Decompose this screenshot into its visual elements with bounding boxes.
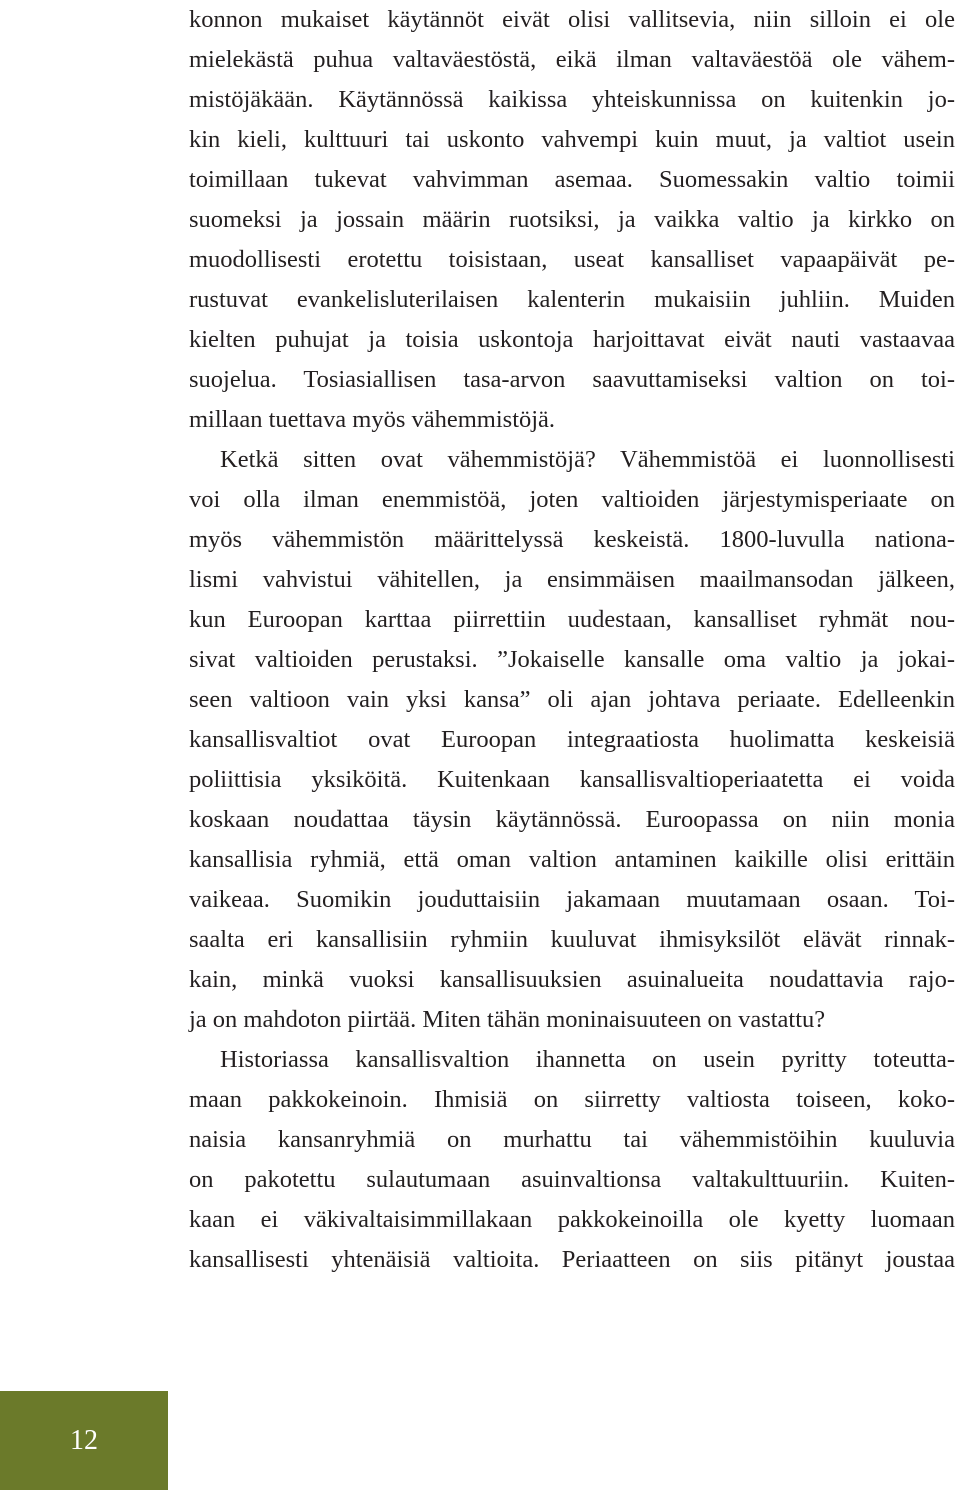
text-line: poliittisia yksiköitä. Kuitenkaan kansallisvaltioperiaatetta ei voida (189, 766, 955, 793)
text-line: lismi vahvistui vähitellen, ja ensimmäisen maailmansodan jälkeen, (189, 566, 955, 593)
text-line: suomeksi ja jossain määrin ruotsiksi, ja vaikka valtio ja kirkko on (189, 206, 955, 233)
text-line: Historiassa kansallisvaltion ihannetta on usein pyritty toteutta- (220, 1046, 955, 1073)
text-line: seen valtioon vain yksi kansa” oli ajan johtava periaate. Edelleenkin (189, 686, 955, 713)
text-line: suojelua. Tosiasiallisen tasa-arvon saavuttamiseksi valtion on toi- (189, 366, 955, 393)
text-line: toimillaan tukevat vahvimman asemaa. Suomessakin valtio toimii (189, 166, 955, 193)
text-line: kansallisvaltiot ovat Euroopan integraatiosta huolimatta keskeisiä (189, 726, 955, 753)
text-line: Ketkä sitten ovat vähemmistöjä? Vähemmistöä ei luonnollisesti (220, 446, 955, 473)
text-line: kielten puhujat ja toisia uskontoja harjoittavat eivät nauti vastaavaa (189, 326, 955, 353)
text-line: saalta eri kansallisiin ryhmiin kuuluvat ihmisyksilöt elävät rinnak- (189, 926, 955, 953)
text-line: on pakotettu sulautumaan asuinvaltionsa valtakulttuuriin. Kuiten- (189, 1166, 955, 1193)
text-line: kansallisia ryhmiä, että oman valtion antaminen kaikille olisi erittäin (189, 846, 955, 873)
text-line: kansallisesti yhtenäisiä valtioita. Periaatteen on siis pitänyt joustaa (189, 1246, 955, 1273)
text-line: myös vähemmistön määrittelyssä keskeistä. 1800-luvulla nationa- (189, 526, 955, 553)
text-line: kain, minkä vuoksi kansallisuuksien asuinalueita noudattavia rajo- (189, 966, 955, 993)
text-line: sivat valtioiden perustaksi. ”Jokaiselle kansalle oma valtio ja jokai- (189, 646, 955, 673)
text-line: kaan ei väkivaltaisimmillakaan pakkokeinoilla ole kyetty luomaan (189, 1206, 955, 1233)
body-text (189, 0, 955, 1280)
text-line: ja on mahdoton piirtää. Miten tähän moninaisuuteen on vastattu? (189, 1006, 826, 1033)
page-number: 12 (70, 1424, 98, 1456)
text-line: koskaan noudattaa täysin käytännössä. Euroopassa on niin monia (189, 806, 955, 833)
text-line: maan pakkokeinoin. Ihmisiä on siirretty valtiosta toiseen, koko- (189, 1086, 955, 1113)
text-line: muodollisesti erotettu toisistaan, useat kansalliset vapaapäivät pe- (189, 246, 955, 273)
text-line: mistöjäkään. Käytännössä kaikissa yhteiskunnissa on kuitenkin jo- (189, 86, 955, 113)
text-line: millaan tuettava myös vähemmistöjä. (189, 406, 556, 433)
text-line: mielekästä puhua valtaväestöstä, eikä ilman valtaväestöä ole vähem- (189, 46, 955, 73)
text-line: naisia kansanryhmiä on murhattu tai vähemmistöihin kuuluvia (189, 1126, 955, 1153)
text-line: kin kieli, kulttuuri tai uskonto vahvempi kuin muut, ja valtiot usein (189, 126, 955, 153)
text-line: rustuvat evankelisluterilaisen kalenterin mukaisiin juhliin. Muiden (189, 286, 955, 313)
text-line: voi olla ilman enemmistöä, joten valtioiden järjestymisperiaate on (189, 486, 955, 513)
text-line: kun Euroopan karttaa piirrettiin uudestaan, kansalliset ryhmät nou- (189, 606, 955, 633)
text-line: konnon mukaiset käytännöt eivät olisi vallitsevia, niin silloin ei ole (189, 6, 955, 33)
page-number-tab (0, 1391, 168, 1490)
text-line: vaikeaa. Suomikin jouduttaisiin jakamaan muutamaan osaan. Toi- (189, 886, 955, 913)
